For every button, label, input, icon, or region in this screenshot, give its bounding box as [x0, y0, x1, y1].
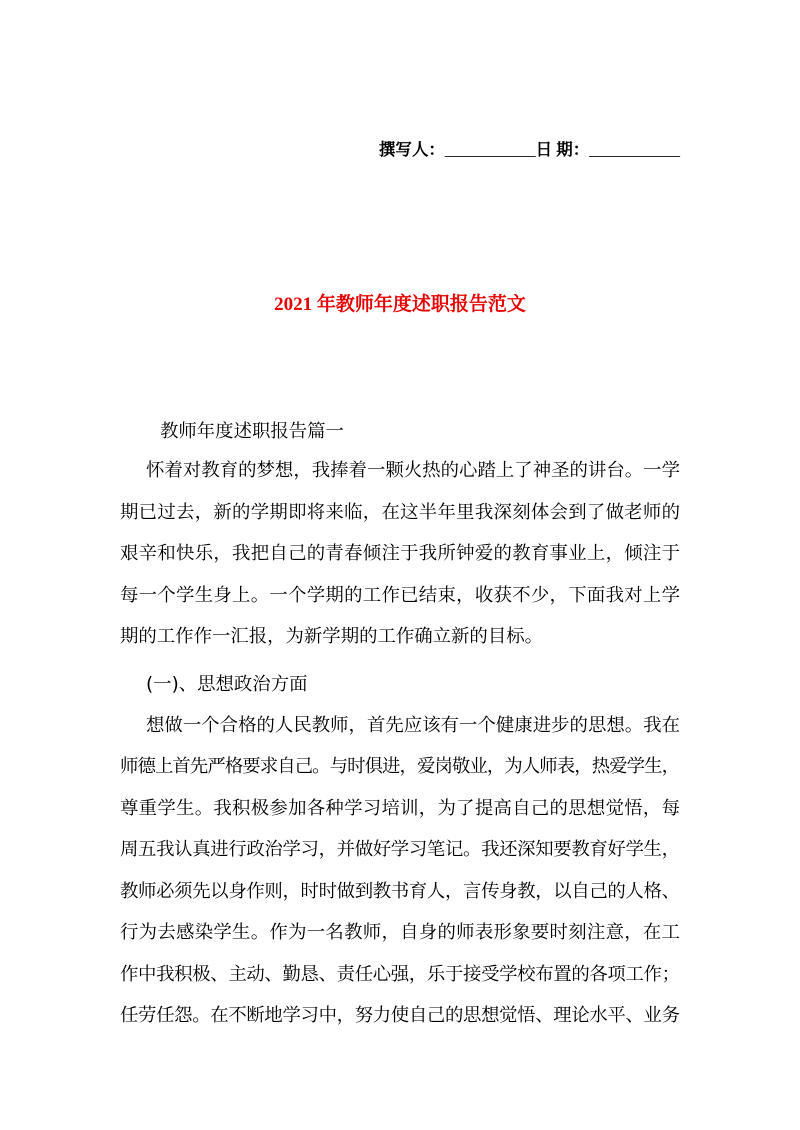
document-body [120, 414, 680, 1037]
document-title: 2021 年教师年度述职报告范文 [274, 294, 526, 315]
paragraph-line: 想做一个合格的人民教师，首先应该有一个健康进步的思想。我在 [146, 714, 681, 736]
subsection-paragraph [120, 705, 680, 1037]
section-heading: 教师年度述职报告篇一 [160, 421, 344, 442]
paragraph-line: 师德上首先严格要求自己。与时俱进，爱岗敬业，为人师表，热爱学生， [120, 756, 680, 777]
paragraph-line: 艰辛和快乐，我把自己的青春倾注于我所钟爱的教育事业上，倾注于 [120, 543, 681, 564]
paragraph-line: 怀着对教育的梦想，我捧着一颗火热的心踏上了神圣的讲台。一学 [146, 460, 681, 481]
subsection-heading: (一)、思想政治方面 [146, 673, 308, 695]
date-blank: ___________ [589, 140, 680, 159]
paragraph-line: 期的工作作一汇报，为新学期的工作确立新的目标。 [120, 626, 543, 647]
author-blank: ___________ [444, 140, 536, 159]
paragraph-line: 作中我积极、主动、勤恳、责任心强，乐于接受学校布置的各项工作； [120, 963, 680, 985]
paragraph-line: 每一个学生身上。一个学期的工作已结束，收获不少，下面我对上学 [120, 584, 681, 606]
paragraph-line: 行为去感染学生。作为一名教师，自身的师表形象要时刻注意，在工 [120, 922, 681, 943]
paragraph-line: 周五我认真进行政治学习，并做好学习笔记。我还深知要教育好学生， [120, 839, 680, 860]
date-label: 日 期： [535, 140, 590, 159]
paragraph-line: 任劳任怨。在不断地学习中，努力使自己的思想觉悟、理论水平、业务 [120, 1005, 680, 1026]
paragraph-line: 教师必须先以身作则，时时做到教书育人，言传身教，以自己的人格、 [120, 880, 680, 902]
author-label: 撰写人： [378, 140, 445, 159]
paragraph-line: 尊重学生。我积极参加各种学习培训，为了提高自己的思想觉悟，每 [120, 797, 681, 819]
intro-paragraph [120, 450, 680, 658]
author-date-line [379, 140, 680, 160]
paragraph-line: 期已过去，新的学期即将来临，在这半年里我深刻体会到了做老师的 [120, 501, 681, 523]
